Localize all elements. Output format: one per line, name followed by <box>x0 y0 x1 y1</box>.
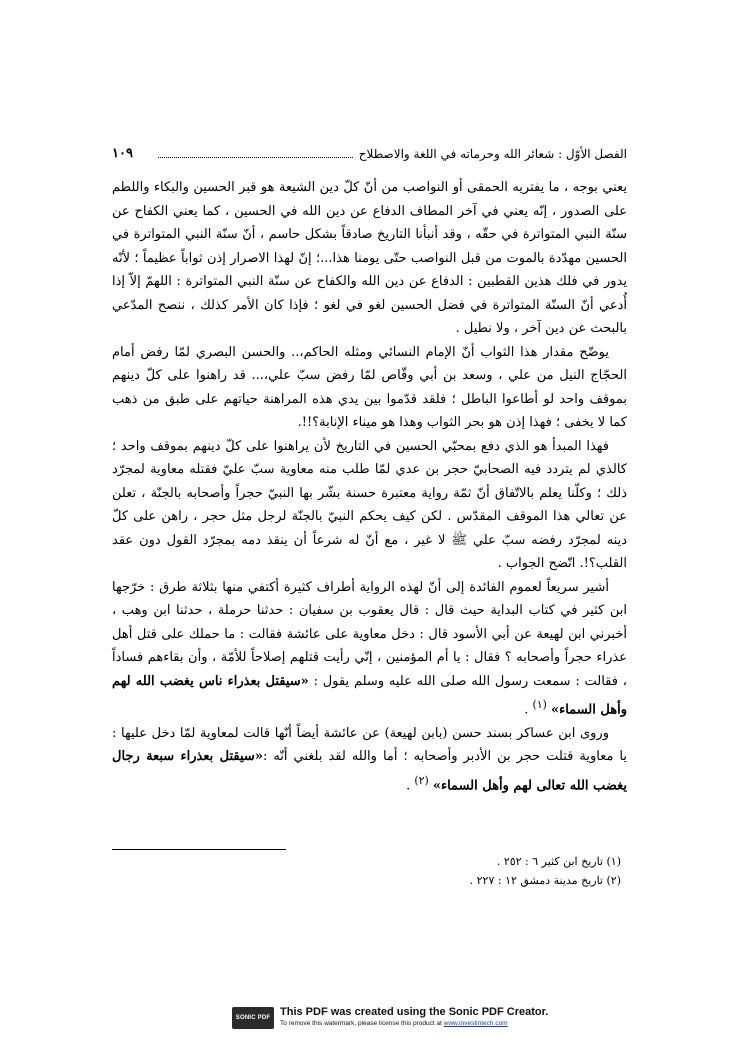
footnote-separator <box>112 849 286 850</box>
watermark-prefix: To remove this watermark, please license this product at <box>280 1020 444 1027</box>
paragraph: أشير سريعاً لعموم الفائدة إلى أنّ لهذه الرواية أطراف كثيرة أكتفي منها بثلاثة طرق : خرّجها ابن كثير في كتاب البداية حيث قال : قال يعقوب بن سفيان : حدثنا حرملة ، حدثنا ابن وهب ، أخبرني ابن لهيعة عن أبي الأسود قال : دخل معاوية على عائشة فقالت : ما حملك على قتل أهل عذراء حجراً وأصحابه ؟ فقال : يا أم المؤمنين ، إنّي رأيت قتلهم إصلاحاً للأمّة ، وأن بقاءهم فساداً ، فقالت : سمعت رسول الله صلى الله عليه وسلم يقول : «سيقتل بعذراء ناس يغضب الله لهم وأهل السماء» $^{(١)}$ . <box>112 579 627 718</box>
hadith-quote: «سيقتل بعذراء سبعة رجال يغضب الله تعالى لهم وأهل السماء» <box>112 749 627 794</box>
watermark-line-2 <box>280 1020 508 1027</box>
body-text <box>112 176 627 798</box>
page-number: ١٠٩ <box>112 144 139 164</box>
footnote: (١) تاريخ ابن كثير ٦ : ٢٥٢ . <box>496 855 621 868</box>
paragraph: وروى ابن عساكر بسند حسن (بابن لهيعة) عن عائشة أيضاً أنّها قالت لمعاوية لمّا دخل عليها : يا معاوية قتلت حجر بن الأدبر وأصحابه ؛ أما والله لقد بلغني أنّه :«سيقتل بعذراء سبعة رجال يغضب الله تعالى لهم وأهل السماء» $^{(٢)}$ . <box>112 725 628 794</box>
paragraph: فهذا المبدأ هو الذي دفع بمحبّي الحسين في التاريخ لأن يراهنوا على كلّ دينهم بموقف واحد ؛ كالذي لم يتردد فيه الصحابيّ حجر بن عدي لمّا طلب منه معاوية سبّ عليّ فقتله معاوية لمجرّد ذلك ؛ وكلّنا يعلم بالاتّفاق أنّ ثمّة رواية معتبرة حسنة بشّر بها النبيّ حجراً وأصحابه بالجنّة ، تعلن عن تعالي هذا الموقف المقدّس . لكن كيف يحكم النبيّ بالجنّة لرجل مثل حجر ، راهن على كلّ دينه لمجرّد رفضه سبّ علي ﷺ لا غير ، مع أنّ له شرعاً أن ينقذ دمه بمجرّد القول دون عقد القلب؟!. اتّضح الجواب . <box>112 438 627 571</box>
footnotes <box>112 852 627 890</box>
paragraph: يوضّح مقدار هذا الثواب أنّ الإمام النسائي ومثله الحاكم،.. والحسن البصري لمّا رفض أمام الحجّاج النيل من علي ، وسعد بن أبي وقّاص لمّا رفض سبّ علي،... قد راهنوا على كلّ دينهم بموقف واحد لو أطاعوا الباطل ؛ فلقد قدّموا بين يدي هذه المراهنة حياتهم على طبق من ذهب كما لا يخفى ؛ فهذا إذن هو بحر الثواب وهذا هو ميناء الإنابة؟!!. <box>112 344 627 430</box>
paragraph-text: وروى ابن عساكر بسند حسن (بابن لهيعة) عن عائشة أيضاً أنّها قالت لمعاوية لمّا دخل عليها : يا معاوية قتلت حجر بن الأدبر وأصحابه ؛ أما والله لقد بلغني أنّه : <box>112 725 628 765</box>
hadith-quote: «سيقتل بعذراء ناس يغضب الله لهم وأهل السماء» <box>112 673 627 718</box>
footnote: (٢) تاريخ مدينة دمشق ١٢ : ٢٢٧ . <box>469 874 621 887</box>
footnote-ref: (٢) <box>414 773 429 787</box>
watermark-link[interactable]: www.investintech.com <box>443 1020 508 1027</box>
running-header <box>112 144 627 164</box>
watermark-line-1: This PDF was created using the Sonic PDF Creator. <box>280 1006 549 1018</box>
pdf-watermark <box>232 1006 549 1032</box>
paragraph: يعني بوجه ، ما يفتريه الحمقى أو النواصب من أنّ كلّ دين الشيعة هو قبر الحسين والبكاء واللطم على الصدور ، إنّه يعني في آخر المطاف الدفاع عن دين الله في الحسين ، كما يعني الكفاح عن سنّة النبي المتواترة في حقّه ، وقد أنبأنا التاريخ صادقاً بشكل حاسم ، أنّ سنّة النبي المتواترة في الحسين مهدّدة بالموت من قبل النواصب حتّى يومنا هذا...؛ إنّ لهذا الاصرار إذن ثواباً عظيماً ؛ لأنّه يدور في فلك هذين القطبين : الدفاع عن دين الله والكفاح عن سنّة النبي المتواترة : اللهمّ إلاّ إذا أُدعي أنّ السنّة المتواترة في فضل الحسين لغو في لغو ؛ فإذا كان الأمر كذلك ، ننصح المدّعي بالبحث عن دين آخر ، ولا نطيل . <box>112 180 627 336</box>
footnote-ref: (١) <box>532 698 547 711</box>
sonic-pdf-logo: SONIC PDF <box>232 1007 274 1029</box>
chapter-title: الفصل الأوّل : شعائر الله وحرماته في اللغة والاصطلاح <box>353 144 627 164</box>
paragraph-text: أشير سريعاً لعموم الفائدة إلى أنّ لهذه الرواية أطراف كثيرة أكتفي منها بثلاثة طرق : خرّجها ابن كثير في كتاب البداية حيث قال : قال يعقوب بن سفيان : حدثنا حرملة ، حدثنا ابن وهب ، أخبرني ابن لهيعة عن أبي الأسود قال : دخل معاوية على عائشة فقالت : ما حملك على قتل أهل عذراء حجراً وأصحابه ؟ فقال : يا أم المؤمنين ، إنّي رأيت قتلهم إصلاحاً للأمّة ، وأن بقاءهم فساداً ، فقالت : سمعت رسول الله صلى الله عليه وسلم يقول : <box>112 579 627 689</box>
